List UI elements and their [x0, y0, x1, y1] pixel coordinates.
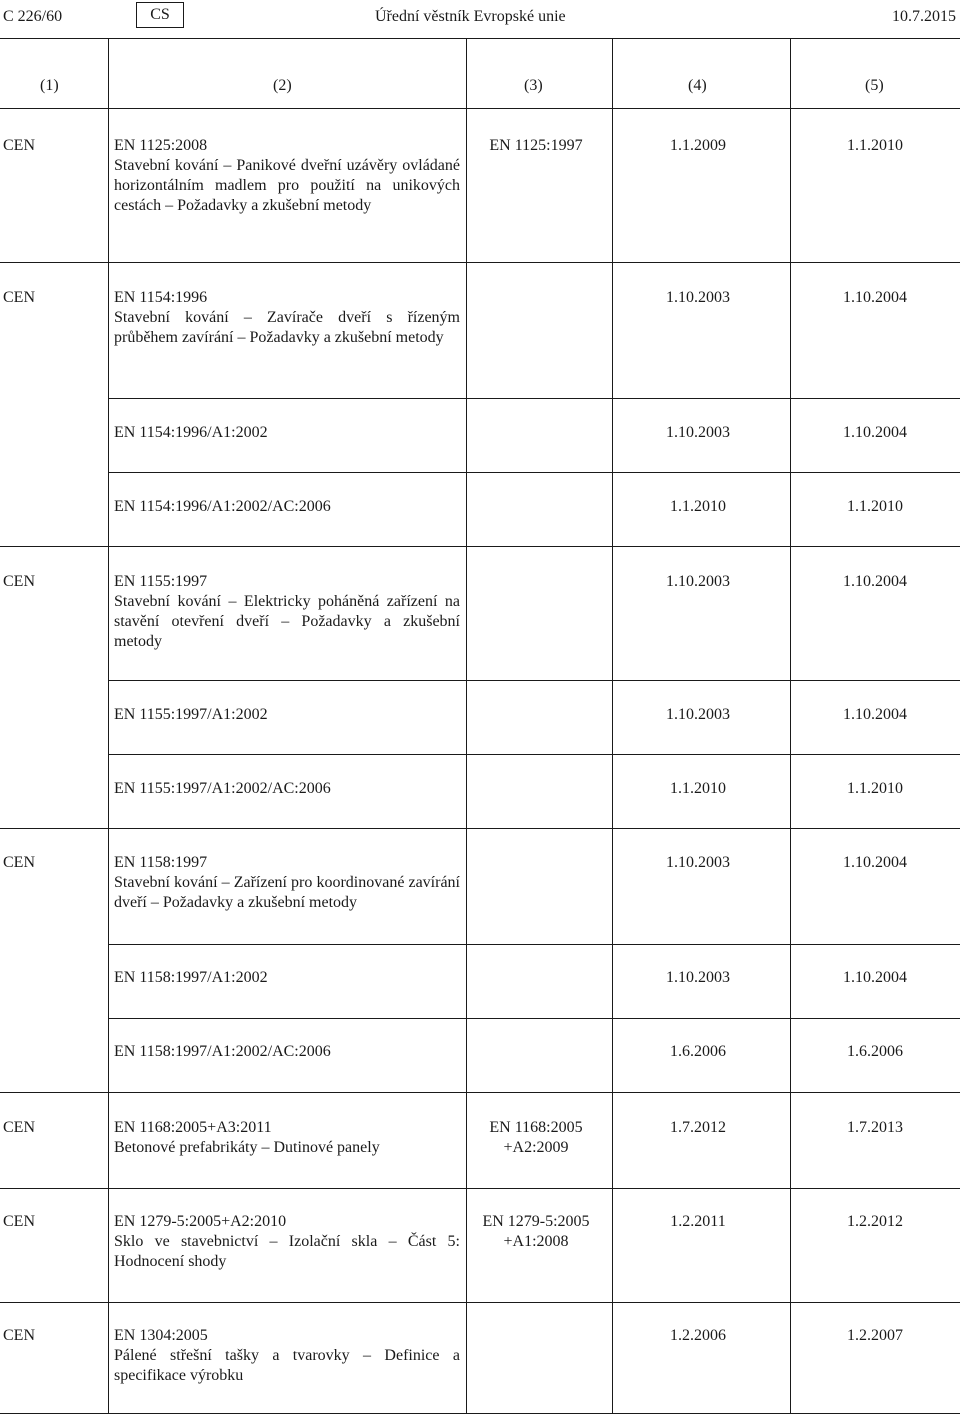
date-end-presumption: 1.1.2010	[847, 780, 903, 797]
date-end-presumption: 1.6.2006	[847, 1043, 903, 1060]
standard-code: EN 1158:1997	[114, 854, 208, 871]
date-of-cessation: 1.1.2009	[670, 137, 726, 154]
standard-cell	[114, 968, 460, 988]
standard-cell	[114, 136, 460, 216]
row-rule	[0, 828, 960, 829]
superseded-standard: EN 1168:2005 +A2:2009	[489, 1119, 583, 1156]
standard-cell	[114, 423, 460, 443]
organisation-cell: CEN	[3, 137, 35, 154]
page-reference: C 226/60	[3, 8, 63, 25]
standard-cell	[114, 705, 460, 725]
row-rule	[108, 944, 960, 945]
standard-cell	[114, 1326, 460, 1386]
row-rule	[108, 680, 960, 681]
date-end-presumption: 1.2.2012	[847, 1213, 903, 1230]
standard-code: EN 1158:1997/A1:2002	[114, 969, 268, 986]
column-header-4: (4)	[688, 77, 707, 94]
standard-code: EN 1158:1997/A1:2002/AC:2006	[114, 1043, 331, 1060]
standard-code: EN 1168:2005+A3:2011	[114, 1119, 272, 1136]
organisation-cell: CEN	[3, 289, 35, 306]
standard-title: Stavební kování – Zařízení pro koordinované zavírání dveří – Požadavky a zkušební metody	[114, 874, 460, 911]
standard-title: Stavební kování – Elektricky poháněná zařízení na stavění otevření dveří – Požadavky a zkušební metody	[114, 593, 460, 650]
row-rule	[108, 472, 960, 473]
column-header-2: (2)	[273, 77, 292, 94]
standard-title: Stavební kování – Zavírače dveří s řízeným průběhem zavírání – Požadavky a zkušební metody	[114, 309, 460, 346]
standard-code: EN 1155:1997/A1:2002	[114, 706, 268, 723]
organisation-cell: CEN	[3, 1119, 35, 1136]
date-of-cessation: 1.1.2010	[670, 780, 726, 797]
column-header-1: (1)	[40, 77, 59, 94]
date-of-cessation: 1.10.2003	[666, 706, 730, 723]
row-rule	[0, 1188, 960, 1189]
date-end-presumption: 1.10.2004	[843, 969, 907, 986]
journal-title: Úřední věstník Evropské unie	[375, 8, 566, 25]
row-rule	[0, 1092, 960, 1093]
column-rule-3	[612, 38, 613, 1413]
organisation-cell: CEN	[3, 1213, 35, 1230]
standard-code: EN 1155:1997/A1:2002/AC:2006	[114, 780, 331, 797]
superseded-standard: EN 1279-5:2005 +A1:2008	[482, 1213, 590, 1250]
header-row-rule	[0, 108, 960, 109]
date-end-presumption: 1.1.2010	[847, 498, 903, 515]
standard-cell	[114, 1042, 460, 1062]
date-end-presumption: 1.2.2007	[847, 1327, 903, 1344]
standard-cell	[114, 497, 460, 517]
date-end-presumption: 1.1.2010	[847, 137, 903, 154]
standard-cell	[114, 853, 460, 913]
organisation-cell: CEN	[3, 1327, 35, 1344]
date-of-cessation: 1.6.2006	[670, 1043, 726, 1060]
date-end-presumption: 1.10.2004	[843, 573, 907, 590]
standard-title: Stavební kování – Panikové dveřní uzávěry ovládané horizontálním madlem pro použití na unikových cestách – Požadavky a zkušební metody	[114, 157, 460, 214]
date-end-presumption: 1.10.2004	[843, 706, 907, 723]
date-end-presumption: 1.10.2004	[843, 854, 907, 871]
row-rule	[108, 398, 960, 399]
standard-cell	[114, 779, 460, 799]
superseded-standard: EN 1125:1997	[489, 137, 583, 154]
standard-cell	[114, 288, 460, 348]
standard-title: Betonové prefabrikáty – Dutinové panely	[114, 1139, 380, 1156]
date-of-cessation: 1.7.2012	[670, 1119, 726, 1136]
column-header-3: (3)	[524, 77, 543, 94]
standard-title: Sklo ve stavebnictví – Izolační skla – Část 5: Hodnocení shody	[114, 1233, 460, 1270]
standard-cell	[114, 1118, 460, 1158]
date-of-cessation: 1.1.2010	[670, 498, 726, 515]
standard-cell	[114, 572, 460, 652]
organisation-cell: CEN	[3, 573, 35, 590]
date-of-cessation: 1.10.2003	[666, 289, 730, 306]
column-rule-4	[790, 38, 791, 1413]
page-header	[0, 0, 960, 36]
row-rule	[0, 262, 960, 263]
standard-code: EN 1154:1996/A1:2002/AC:2006	[114, 498, 331, 515]
date-of-cessation: 1.10.2003	[666, 854, 730, 871]
date-of-cessation: 1.10.2003	[666, 424, 730, 441]
standard-code: EN 1155:1997	[114, 573, 208, 590]
row-rule	[0, 546, 960, 547]
standard-title: Pálené střešní tašky a tvarovky – Definice a specifikace výrobku	[114, 1347, 460, 1384]
column-rule-1	[108, 38, 109, 1413]
column-header-5: (5)	[865, 77, 884, 94]
row-rule	[108, 754, 960, 755]
standard-code: EN 1154:1996/A1:2002	[114, 424, 268, 441]
header-rule	[0, 38, 960, 39]
date-of-cessation: 1.2.2006	[670, 1327, 726, 1344]
standard-cell	[114, 1212, 460, 1272]
row-rule	[0, 1302, 960, 1303]
standard-code: EN 1279-5:2005+A2:2010	[114, 1213, 287, 1230]
table-bottom-rule	[0, 1413, 960, 1414]
date-of-cessation: 1.10.2003	[666, 573, 730, 590]
publication-date: 10.7.2015	[892, 8, 956, 25]
date-of-cessation: 1.2.2011	[670, 1213, 726, 1230]
organisation-cell: CEN	[3, 854, 35, 871]
standard-code: EN 1154:1996	[114, 289, 208, 306]
date-of-cessation: 1.10.2003	[666, 969, 730, 986]
column-rule-2	[466, 38, 467, 1413]
date-end-presumption: 1.10.2004	[843, 289, 907, 306]
standard-code: EN 1125:2008	[114, 137, 208, 154]
standard-code: EN 1304:2005	[114, 1327, 208, 1344]
language-badge: CS	[136, 2, 184, 28]
date-end-presumption: 1.10.2004	[843, 424, 907, 441]
row-rule	[108, 1018, 960, 1019]
date-end-presumption: 1.7.2013	[847, 1119, 903, 1136]
